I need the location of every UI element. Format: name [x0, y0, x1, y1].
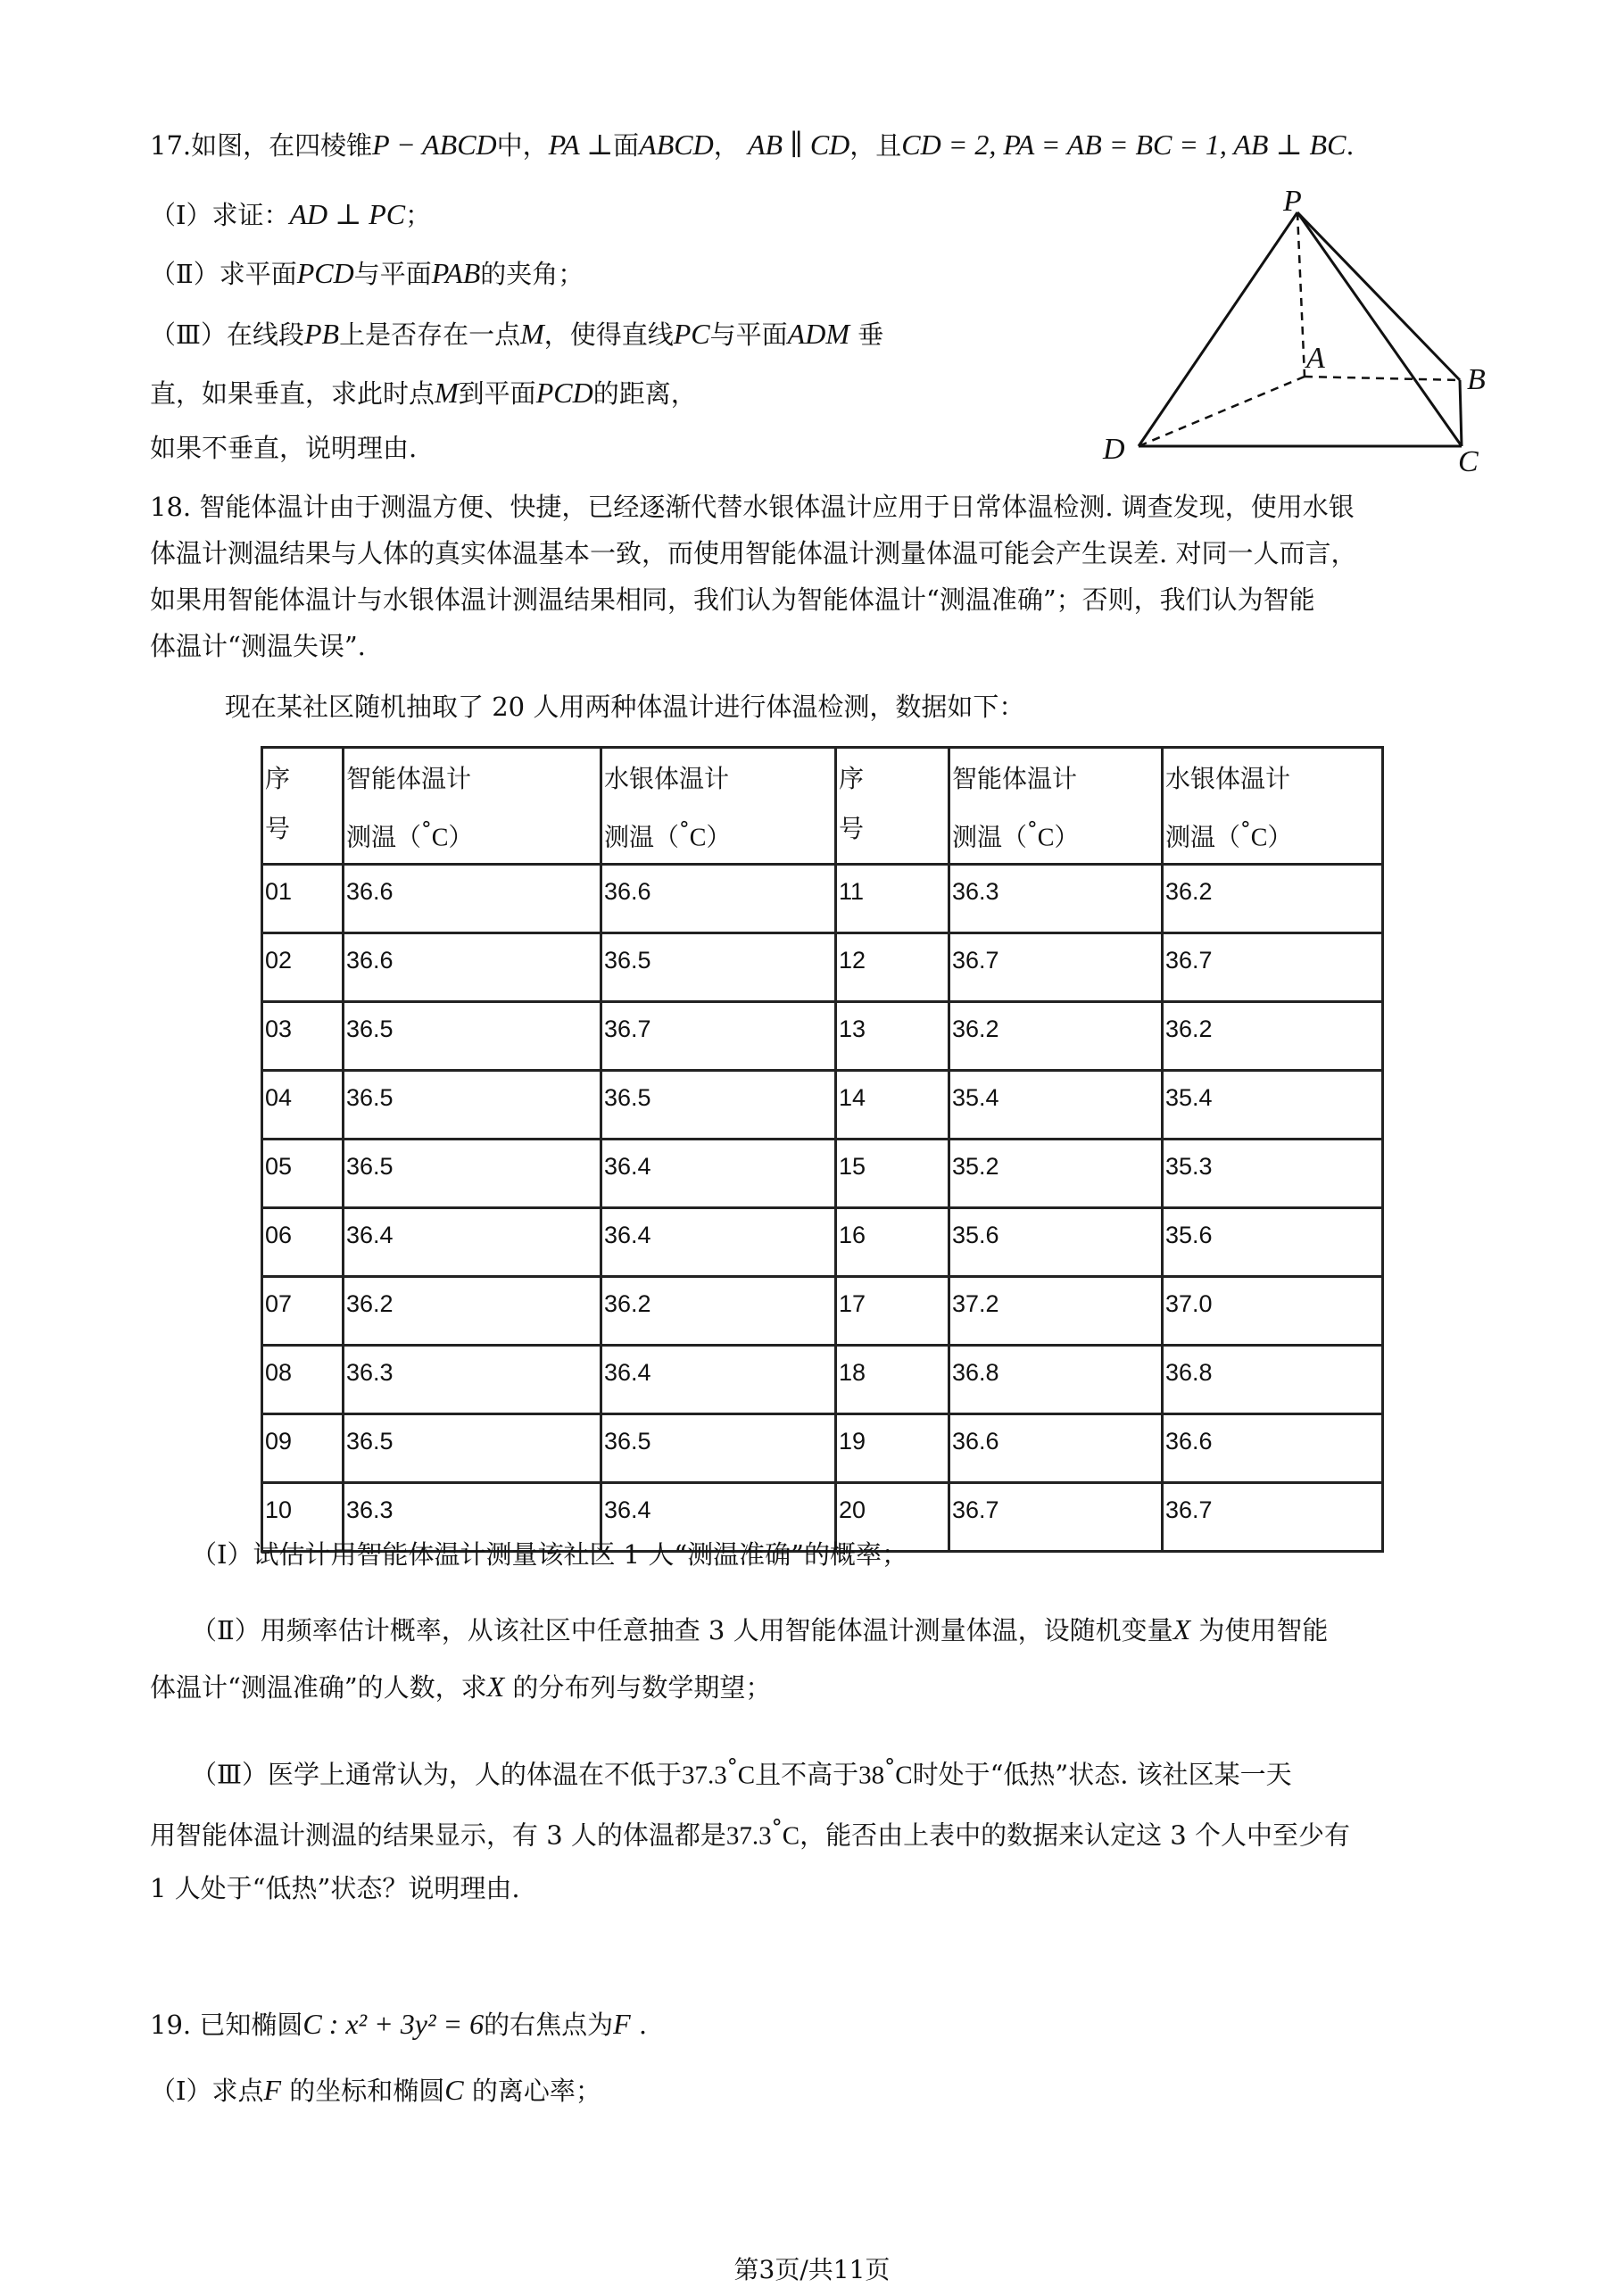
- table-row: [262, 865, 1383, 933]
- table-cell: 13: [836, 1002, 949, 1071]
- table-cell: 36.5: [344, 1414, 601, 1483]
- table-cell: 36.5: [344, 1140, 601, 1208]
- table-cell: 36.2: [601, 1277, 836, 1346]
- table-cell: 36.6: [1163, 1414, 1383, 1483]
- label-A: A: [1306, 342, 1325, 375]
- table-row: [262, 1140, 1383, 1208]
- table-cell: 18: [836, 1346, 949, 1414]
- table-cell: 36.5: [344, 1002, 601, 1071]
- table-cell: 20: [836, 1483, 949, 1552]
- table-row: [262, 933, 1383, 1002]
- header-no-right: 序 号: [836, 748, 949, 865]
- pyramid-figure: [1098, 187, 1508, 473]
- edge-PA: [1297, 212, 1305, 377]
- header-mercury-left: 水银体温计 测温（°C）: [601, 748, 836, 865]
- table-cell: 36.4: [601, 1140, 836, 1208]
- page-footer: 第3页/共11页: [733, 2255, 891, 2284]
- table-cell: 36.4: [601, 1208, 836, 1277]
- table-cell: 36.4: [601, 1483, 836, 1552]
- q18-part1: （Ⅰ）试估计用智能体温计测量该社区 1 人“测温准确”的概率；: [191, 1539, 907, 1570]
- q18-para-1: 18. 智能体温计由于测温方便、快捷，已经逐渐代替水银体温计应用于日常体温检测. 调查发现，使用水银: [150, 492, 1355, 522]
- table-cell: 36.7: [949, 1483, 1163, 1552]
- table-cell: 36.5: [344, 1071, 601, 1140]
- table-header-row: [262, 748, 1383, 865]
- label-D: D: [1103, 433, 1125, 466]
- edge-BC: [1460, 380, 1462, 446]
- label-C: C: [1458, 445, 1479, 473]
- table-cell: 19: [836, 1414, 949, 1483]
- table-cell: 11: [836, 865, 949, 933]
- table-cell: 36.5: [601, 933, 836, 1002]
- table-cell: 36.5: [601, 1071, 836, 1140]
- table-cell: 36.2: [1163, 865, 1383, 933]
- table-cell: 35.4: [949, 1071, 1163, 1140]
- table-row: [262, 1414, 1383, 1483]
- q18-para-3: 如果用智能体温计与水银体温计测温结果相同，我们认为智能体温计“测温准确”；否则，我们认为智能: [150, 584, 1315, 615]
- table-cell: 14: [836, 1071, 949, 1140]
- header-mercury-right: 水银体温计 测温（°C）: [1163, 748, 1383, 865]
- table-cell: 10: [262, 1483, 344, 1552]
- label-B: B: [1467, 363, 1486, 396]
- q18-part3-line3: 1 人处于“低热”状态？说明理由.: [150, 1873, 520, 1903]
- table-cell: 36.4: [601, 1346, 836, 1414]
- table-cell: 06: [262, 1208, 344, 1277]
- q18-para-2: 体温计测温结果与人体的真实体温基本一致，而使用智能体温计测量体温可能会产生误差. 对同一人而言，: [150, 538, 1357, 568]
- header-no-left: 序 号: [262, 748, 344, 865]
- table-cell: 35.6: [1163, 1208, 1383, 1277]
- table-cell: 36.8: [949, 1346, 1163, 1414]
- table-cell: 36.3: [344, 1483, 601, 1552]
- table-cell: 36.7: [949, 933, 1163, 1002]
- table-cell: 01: [262, 865, 344, 933]
- edge-AB: [1305, 377, 1460, 380]
- table-row: [262, 1346, 1383, 1414]
- q18-part2-line1: （Ⅱ）用频率估计概率，从该社区中任意抽查 3 人用智能体温计测量体温，设随机变量X 为使用智能: [191, 1613, 1329, 1645]
- q18-part3-line1: （Ⅲ）医学上通常认为，人的体温在不低于37.3°C且不高于38°C时处于“低热”状态. 该社区某一天: [191, 1754, 1292, 1790]
- q17-part3-line2: 直，如果垂直，求此时点M到平面PCD的距离，: [150, 377, 697, 409]
- table-cell: 35.4: [1163, 1071, 1383, 1140]
- q17-part2: （Ⅱ）求平面PCD与平面PAB的夹角；: [150, 257, 584, 289]
- edge-PC: [1297, 212, 1462, 446]
- q19-part1: （Ⅰ）求点F 的坐标和椭圆C 的离心率；: [150, 2074, 601, 2106]
- table-row: [262, 1071, 1383, 1140]
- table-cell: 36.2: [344, 1277, 601, 1346]
- table-cell: 35.2: [949, 1140, 1163, 1208]
- table-body: [262, 865, 1383, 1552]
- q18-part2-line2: 体温计“测温准确”的人数，求X 的分布列与数学期望；: [150, 1670, 772, 1703]
- table-cell: 36.4: [344, 1208, 601, 1277]
- table-cell: 05: [262, 1140, 344, 1208]
- header-smart-left: 智能体温计 测温（°C）: [344, 748, 601, 865]
- table-cell: 36.8: [1163, 1346, 1383, 1414]
- table-row: [262, 1208, 1383, 1277]
- q17-part3-line1: （Ⅲ）在线段PB上是否存在一点M，使得直线PC与平面ADM 垂: [150, 318, 884, 350]
- table-cell: 35.6: [949, 1208, 1163, 1277]
- table-cell: 36.7: [601, 1002, 836, 1071]
- table-cell: 36.7: [1163, 933, 1383, 1002]
- table-cell: 36.2: [1163, 1002, 1383, 1071]
- edge-PD: [1139, 212, 1297, 446]
- q18-para-4: 体温计“测温失误”.: [150, 631, 366, 661]
- table-cell: 36.7: [1163, 1483, 1383, 1552]
- table-cell: 08: [262, 1346, 344, 1414]
- table-cell: 36.6: [601, 865, 836, 933]
- label-P: P: [1283, 187, 1302, 218]
- table-cell: 37.2: [949, 1277, 1163, 1346]
- table-cell: 36.6: [344, 865, 601, 933]
- table-row: [262, 1277, 1383, 1346]
- table-cell: 12: [836, 933, 949, 1002]
- table-cell: 03: [262, 1002, 344, 1071]
- q17-intro: 17.如图，在四棱锥P − ABCD中，PA ⊥面ABCD， AB ∥ CD，且CD = 2, PA = AB = BC = 1, AB ⊥ BC.: [150, 128, 1355, 161]
- table-cell: 36.5: [601, 1414, 836, 1483]
- q18-para-5: 现在某社区随机抽取了 20 人用两种体温计进行体温检测，数据如下：: [225, 692, 1025, 722]
- table-row: [262, 1002, 1383, 1071]
- table-cell: 36.6: [344, 933, 601, 1002]
- table-cell: 36.3: [344, 1346, 601, 1414]
- table-cell: 37.0: [1163, 1277, 1383, 1346]
- table-cell: 04: [262, 1071, 344, 1140]
- table-cell: 36.6: [949, 1414, 1163, 1483]
- table-cell: 36.3: [949, 865, 1163, 933]
- table-cell: 36.2: [949, 1002, 1163, 1071]
- table-cell: 02: [262, 933, 344, 1002]
- table-cell: 07: [262, 1277, 344, 1346]
- q18-part3-line2: 用智能体温计测温的结果显示，有 3 人的体温都是37.3°C，能否由上表中的数据来认定这 3 个人中至少有: [150, 1815, 1350, 1851]
- table-cell: 17: [836, 1277, 949, 1346]
- q17-part3-line3: 如果不垂直，说明理由.: [150, 433, 418, 463]
- table-cell: 16: [836, 1208, 949, 1277]
- table-cell: 35.3: [1163, 1140, 1383, 1208]
- q17-part1: （Ⅰ）求证：AD ⊥ PC；: [150, 198, 432, 230]
- q19-intro: 19. 已知椭圆C : x² + 3y² = 6的右焦点为F .: [150, 2008, 648, 2040]
- header-smart-right: 智能体温计 测温（°C）: [949, 748, 1163, 865]
- table-cell: 09: [262, 1414, 344, 1483]
- temperature-table: [261, 746, 1384, 1553]
- table-cell: 15: [836, 1140, 949, 1208]
